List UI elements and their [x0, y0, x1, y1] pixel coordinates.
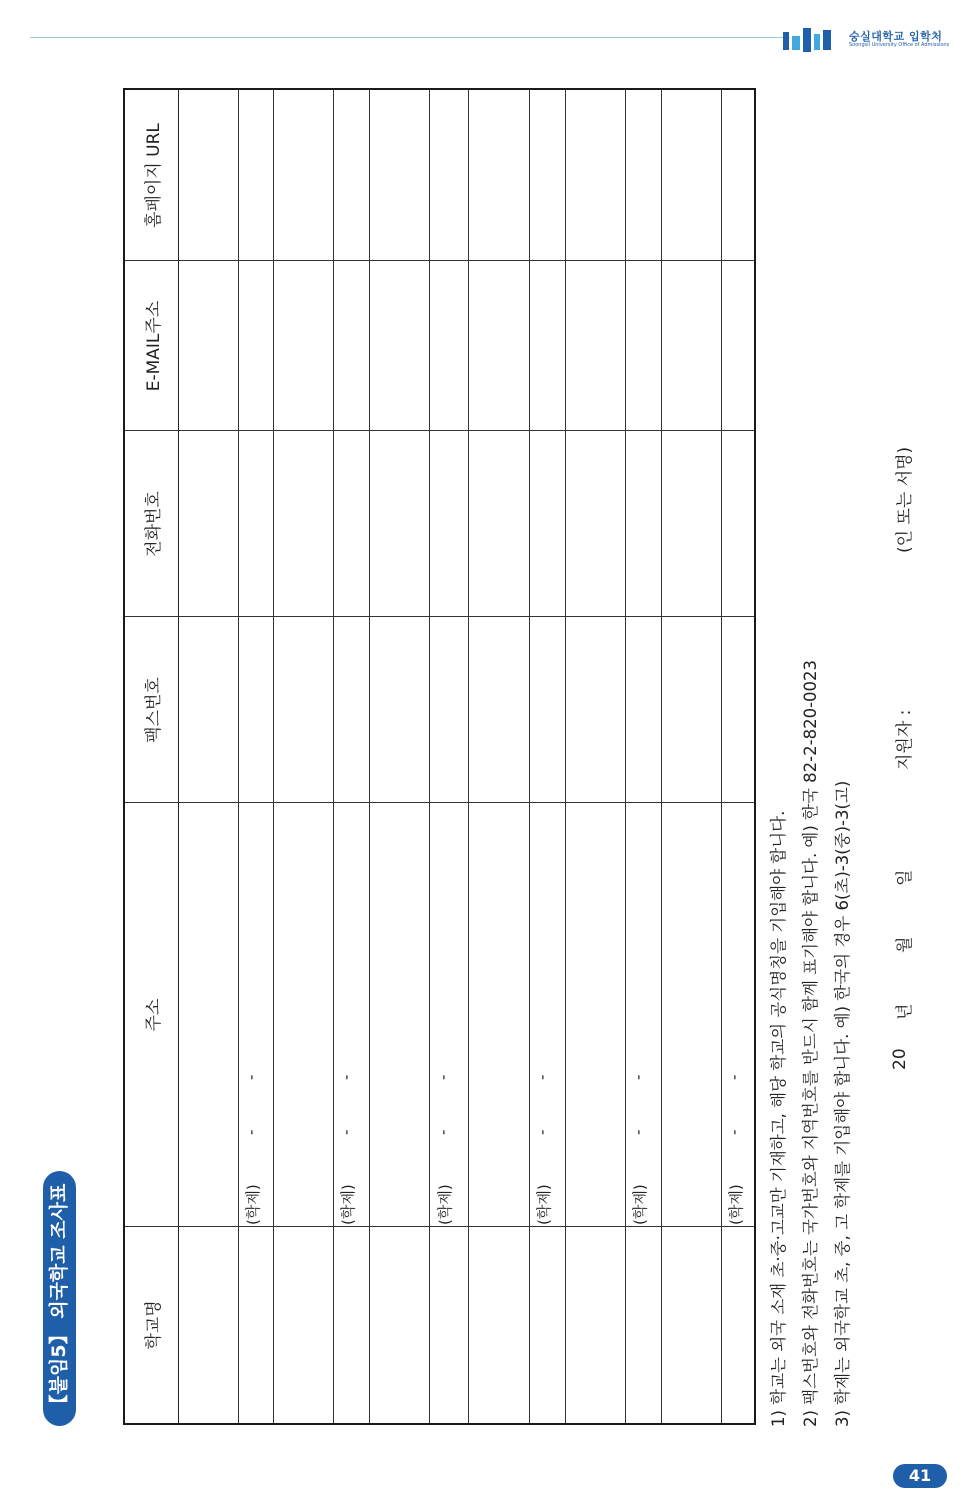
- applicant-label: 지원자 :: [895, 709, 915, 770]
- col-divider: [125, 430, 754, 431]
- address-separator: -: [629, 1074, 647, 1080]
- address-line: [333, 803, 334, 1227]
- col-header-phone: 전화번호: [144, 491, 164, 557]
- signature-month: 월: [895, 936, 915, 953]
- col-divider: [125, 802, 754, 803]
- row-subdivider: [333, 1227, 334, 1423]
- col-divider: [125, 1226, 754, 1227]
- address-separator: -: [242, 1074, 260, 1080]
- address-line: [429, 803, 430, 1227]
- signature-day: 일: [895, 869, 915, 886]
- address-prefix: (학제): [535, 1184, 553, 1225]
- address-prefix: (학제): [436, 1184, 454, 1225]
- col-header-address: 주소: [144, 998, 164, 1032]
- note-2: 2) 팩스번호와 전화번호는 국가번호와 지역번호를 반드시 함께 표기해야 합니다. 예) 한국 82-2-820-0023: [801, 659, 820, 1427]
- row-divider: [661, 90, 662, 1423]
- row-subdivider: [429, 90, 430, 803]
- col-header-email: E-MAIL주소: [144, 300, 164, 392]
- row-divider: [565, 90, 566, 1423]
- row-subdivider: [625, 90, 626, 803]
- row-subdivider: [625, 1227, 626, 1423]
- signature-year-prefix: 20: [890, 1048, 910, 1070]
- university-name: 숭실대학교 입학처: [849, 30, 943, 43]
- col-header-fax: 팩스번호: [144, 677, 164, 743]
- address-separator: -: [337, 1074, 355, 1080]
- address-separator: -: [725, 1074, 743, 1080]
- col-header-school: 학교명: [144, 1300, 164, 1350]
- address-prefix: (학제): [244, 1184, 262, 1225]
- address-line: [721, 803, 722, 1227]
- row-subdivider: [429, 1227, 430, 1423]
- address-separator: -: [725, 1129, 743, 1135]
- row-subdivider: [529, 1227, 530, 1423]
- row-divider: [468, 90, 469, 1423]
- address-prefix: (학제): [339, 1184, 357, 1225]
- address-separator: -: [629, 1129, 647, 1135]
- note-3: 3) 학제는 외국학교 초, 중, 고 학제를 기입해야 합니다. 예) 한국의 경우 6(초)-3(중)-3(고): [833, 780, 852, 1427]
- row-divider: [273, 90, 274, 1423]
- address-separator: -: [242, 1129, 260, 1135]
- row-subdivider: [238, 1227, 239, 1423]
- row-subdivider: [721, 1227, 722, 1423]
- address-separator: -: [533, 1129, 551, 1135]
- header-divider: [178, 90, 179, 1423]
- address-separator: -: [434, 1074, 452, 1080]
- col-header-url: 홈페이지 URL: [144, 123, 164, 228]
- address-line: [625, 803, 626, 1227]
- row-subdivider: [721, 90, 722, 803]
- page-title: 【붙임5】 외국학교 조사표: [43, 1171, 76, 1426]
- university-subtitle: Soongsil University Office of Admissions: [849, 42, 950, 48]
- col-divider: [125, 616, 754, 617]
- note-1: 1) 학교는 외국 소재 초·중·고교만 기재하고, 해당 학교의 공식명칭을 기입해야 합니다.: [769, 810, 788, 1427]
- row-divider: [369, 90, 370, 1423]
- address-prefix: (학제): [631, 1184, 649, 1225]
- address-line: [529, 803, 530, 1227]
- signature-year: 년: [895, 1003, 915, 1020]
- address-separator: -: [434, 1129, 452, 1135]
- row-subdivider: [238, 90, 239, 803]
- col-divider: [125, 260, 754, 261]
- page-number: 41: [893, 1464, 947, 1488]
- address-separator: -: [533, 1074, 551, 1080]
- address-separator: -: [337, 1129, 355, 1135]
- sign-label: (인 또는 서명): [895, 446, 915, 553]
- row-subdivider: [333, 90, 334, 803]
- address-line: [238, 803, 239, 1227]
- address-prefix: (학제): [727, 1184, 745, 1225]
- survey-table: [123, 88, 756, 1425]
- row-subdivider: [529, 90, 530, 803]
